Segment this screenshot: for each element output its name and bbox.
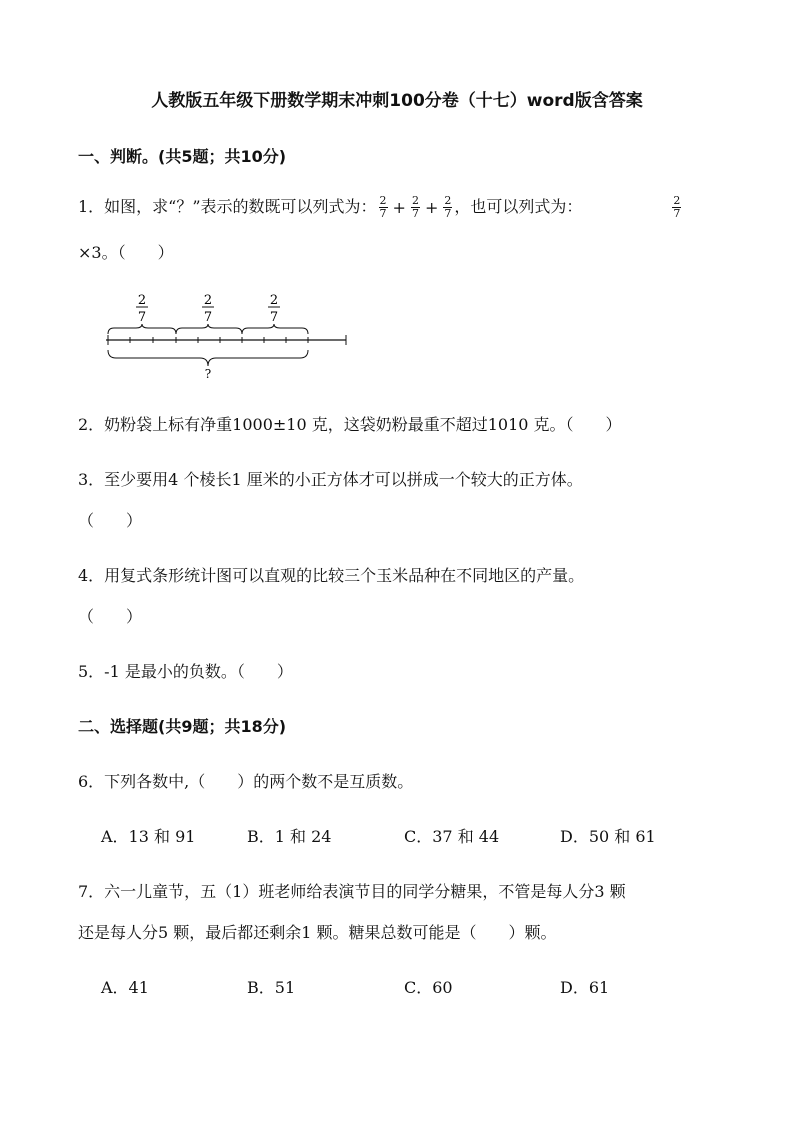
question-2: 2．奶粉袋上标有净重1000±10 克，这袋奶粉最重不超过1010 克。（ ） bbox=[78, 415, 622, 434]
question-7-option-c[interactable]: C．60 bbox=[404, 978, 453, 997]
question-1-middle: ，也可以列式为： bbox=[454, 197, 583, 216]
question-7-option-d[interactable]: D．61 bbox=[560, 978, 610, 997]
brace-2 bbox=[176, 324, 242, 334]
fraction: $\frac{2}{7}$ bbox=[379, 194, 387, 220]
fraction: $\frac{2}{7}$ bbox=[673, 194, 681, 220]
question-7-line-2: 还是每人分5 颗，最后都还剩余1 颗。糖果总数可能是（ ）颗。 bbox=[78, 923, 557, 942]
document-title: 人教版五年级下册数学期末冲刺100分卷（十七）word版含答案 bbox=[151, 91, 643, 111]
plus-sign: + bbox=[424, 197, 439, 217]
total-label: ? bbox=[204, 367, 212, 381]
question-4-paren: （ ） bbox=[78, 607, 143, 626]
question-7-option-a[interactable]: A．41 bbox=[101, 978, 149, 997]
question-6-option-c[interactable]: C．37 和 44 bbox=[404, 827, 500, 846]
question-1-line-2: ×3。（ ） bbox=[78, 243, 174, 262]
question-1-line-1 bbox=[78, 190, 683, 225]
fraction: $\frac{2}{7}$ bbox=[411, 194, 419, 220]
question-6-option-a[interactable]: A．13 和 91 bbox=[101, 827, 196, 846]
question-6-option-d[interactable]: D．50 和 61 bbox=[560, 827, 656, 846]
question-7-option-b[interactable]: B．51 bbox=[247, 978, 296, 997]
question-3: 3．至少要用4 个棱长1 厘米的小正方体才可以拼成一个较大的正方体。 bbox=[78, 470, 583, 489]
question-5: 5．-1 是最小的负数。（ ） bbox=[78, 662, 293, 681]
question-1-prefix: 1．如图，求“？”表示的数既可以列式为： bbox=[78, 197, 377, 216]
question-7-line-1: 7．六一儿童节，五（1）班老师给表演节目的同学分糖果，不管是每人分3 颗 bbox=[78, 882, 626, 901]
svg-text:2: 2 bbox=[203, 293, 213, 308]
section-1-heading: 一、判断。(共5题；共10分) bbox=[78, 147, 287, 166]
svg-text:2: 2 bbox=[269, 293, 279, 308]
question-6-option-b[interactable]: B．1 和 24 bbox=[247, 827, 332, 846]
question-3-paren: （ ） bbox=[78, 511, 143, 530]
total-brace bbox=[108, 350, 308, 366]
brace-3 bbox=[242, 324, 308, 334]
fraction: $\frac{2}{7}$ bbox=[444, 194, 452, 220]
section-2-heading: 二、选择题(共9题；共18分) bbox=[78, 717, 287, 736]
plus-sign: + bbox=[392, 197, 406, 217]
segment-label-2 bbox=[202, 293, 214, 325]
question-4: 4．用复式条形统计图可以直观的比较三个玉米品种在不同地区的产量。 bbox=[78, 566, 585, 585]
brace-1 bbox=[108, 324, 176, 334]
svg-text:7: 7 bbox=[137, 310, 147, 325]
svg-text:7: 7 bbox=[269, 310, 279, 325]
segment-label-3 bbox=[268, 293, 280, 325]
segment-diagram bbox=[100, 288, 360, 384]
segment-label-1 bbox=[136, 293, 148, 325]
svg-text:7: 7 bbox=[203, 310, 213, 325]
question-6: 6．下列各数中,（ ）的两个数不是互质数。 bbox=[78, 772, 414, 791]
svg-text:2: 2 bbox=[137, 293, 147, 308]
